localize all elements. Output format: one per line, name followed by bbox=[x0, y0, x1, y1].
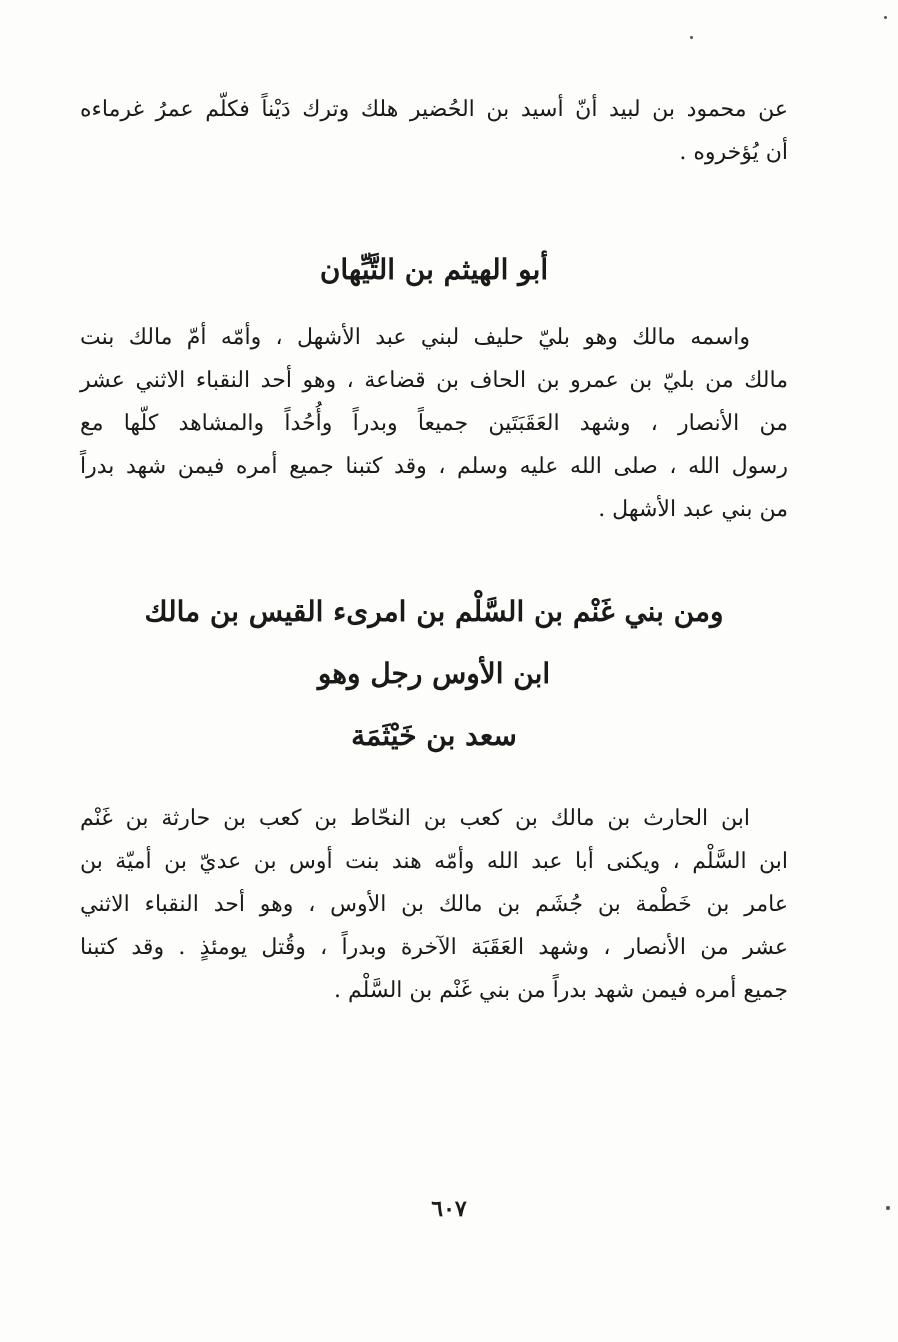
section1-paragraph bbox=[80, 316, 788, 531]
section2-title bbox=[80, 581, 788, 767]
section1-line-5: من بني عبد الأشهل . bbox=[598, 497, 788, 522]
print-speck bbox=[886, 1206, 890, 1210]
page-number: ٦٠٧ bbox=[431, 1196, 467, 1222]
section1-line-1: واسمه مالك وهو بليّ حليف لبني عبد الأشهل ، وأمّه أمّ مالك بنت bbox=[80, 325, 750, 350]
section1-line-2: مالك من بليّ بن عمرو بن الحاف بن قضاعة ، وهو أحد النقباء الاثني عشر bbox=[80, 368, 788, 393]
section2-paragraph bbox=[80, 797, 788, 1012]
intro-paragraph bbox=[80, 88, 788, 174]
section2-title-line-1: ومن بني غَنْم بن السَّلْم بن امرىء القيس بن مالك bbox=[144, 595, 724, 628]
section2-line-3: عامر بن خَطْمة بن جُشَم بن مالك بن الأوس ، وهو أحد النقباء الاثني bbox=[80, 892, 788, 917]
section2-line-5: جميع أمره فيمن شهد بدراً من بني غَنْم بن السَّلْم . bbox=[334, 978, 788, 1003]
print-speck bbox=[884, 16, 887, 19]
intro-line-2: أن يُؤخروه . bbox=[679, 140, 788, 165]
section1-title: أبو الهيثم بن التَّيِّهان bbox=[319, 253, 549, 286]
intro-line-1: عن محمود بن لبيد أنّ أسيد بن الحُضير هلك وترك دَيْناً فكلّم عمرُ غرماءه bbox=[80, 97, 788, 122]
section2-line-1: ابن الحارث بن مالك بن كعب بن النحّاط بن كعب بن حارثة بن غَنْم bbox=[80, 806, 750, 831]
section2-line-2: ابن السَّلْم ، ويكنى أبا عبد الله وأمّه هند بنت أوس بن عديّ بن أميّة بن bbox=[80, 849, 788, 874]
section2-title-line-3: سعد بن خَيْثَمَة bbox=[351, 719, 517, 752]
print-speck bbox=[690, 36, 693, 39]
section2-title-line-2: ابن الأوس رجل وهو bbox=[317, 657, 551, 690]
section1-line-3: من الأنصار ، وشهد العَقَبَتَين جميعاً وبدراً وأُحُداً والمشاهد كلّها مع bbox=[80, 411, 788, 436]
section2-line-4: عشر من الأنصار ، وشهد العَقَبَة الآخرة وبدراً ، وقُتل يومئذٍ . وقد كتبنا bbox=[80, 935, 788, 960]
section1-line-4: رسول الله ، صلى الله عليه وسلم ، وقد كتبنا جميع أمره فيمن شهد بدراً bbox=[80, 454, 788, 479]
page-content bbox=[80, 88, 788, 1012]
